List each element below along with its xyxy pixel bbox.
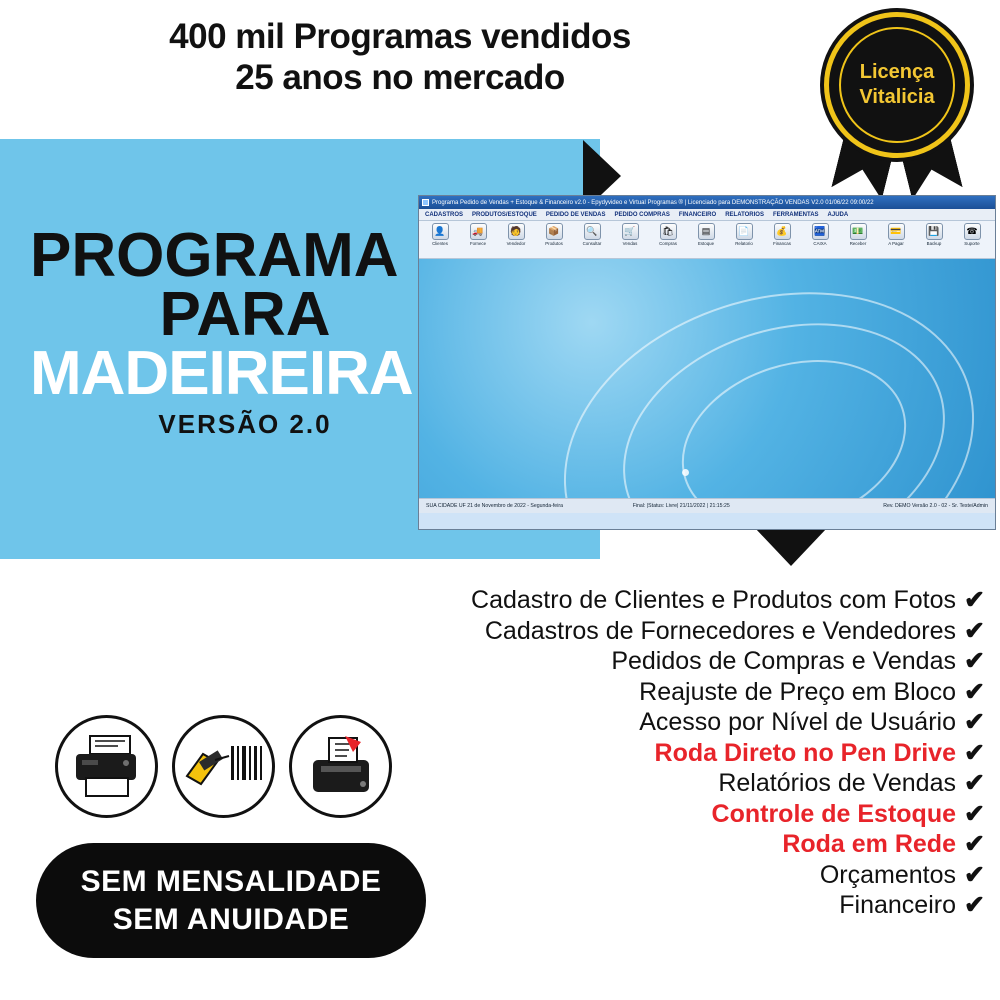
stack-icon: ▤ [698,223,715,240]
toolbar-label: Vendedor [506,241,526,246]
check-icon: ✔ [964,860,985,889]
receive-icon: 💵 [850,223,867,240]
toolbar-button-clientes[interactable] [423,223,457,246]
toolbar-button-vendas[interactable] [613,223,647,246]
toolbar-button-receber[interactable] [841,223,875,246]
check-icon: ✔ [964,799,985,828]
feature-label: Reajuste de Preço em Bloco [639,677,956,706]
badge-line-2: SEM ANUIDADE [112,902,350,936]
check-icon: ✔ [964,830,985,858]
badge-line-1: SEM MENSALIDADE [80,865,382,898]
check-icon: ✔ [964,586,985,614]
search-icon: 🔍 [584,223,601,240]
toolbar-label: Fornece [469,241,487,246]
pay-icon: 💳 [888,223,905,240]
app-title-text: Programa Pedido de Vendas + Estoque & Financeiro v2.0 - Epydyvideo e Virtual Programas ® | Licenciado para DEMONSTRAÇÃO VENDAS V2.0 01/06/22 09:00/22 [432,199,874,206]
toolbar-button-compras[interactable] [651,223,685,246]
hero-title [30,221,460,439]
feature-label: Roda Direto no Pen Drive [654,738,956,767]
menu-item-pedido-compras[interactable]: PEDIDO COMPRAS [614,211,670,218]
toolbar-button-vendedor[interactable] [499,223,533,246]
money-icon: 💰 [774,223,791,240]
headline [0,16,800,99]
check-icon: ✔ [964,769,985,797]
toolbar-button-backup[interactable] [917,223,951,246]
menu-item-relatorios[interactable]: RELATORIOS [725,211,764,218]
toolbar-button-consultar[interactable] [575,223,609,246]
app-icon [422,199,429,206]
toolbar-label: Consultar [582,241,602,246]
seal-disc [824,12,970,158]
toolbar-label: A Pagar [888,241,904,246]
toolbar-label: Financas [773,241,791,246]
feature-item [388,646,988,677]
toolbar-label: Suporte [964,241,980,246]
barcode-scanner-icon [172,715,275,818]
toolbar-label: Estoque [697,241,715,246]
toolbar-label: Compras [659,241,677,246]
toolbar-label: Relatorio [735,241,753,246]
bag-icon: 🛍 [660,223,677,240]
user-icon: 👤 [432,223,449,240]
check-icon: ✔ [964,891,985,919]
feature-item [388,890,988,921]
feature-label: Orçamentos [819,860,956,889]
disk-icon: 💾 [926,223,943,240]
app-titlebar [419,196,995,209]
feature-label: Cadastro de Clientes e Produtos com Fotos [471,586,956,614]
feature-label: Cadastros de Fornecedores e Vendedores [484,616,956,645]
app-statusbar [419,498,995,513]
feature-list [388,585,988,921]
toolbar-label: Vendas [622,241,638,246]
check-icon: ✔ [964,708,985,736]
hero-version: VERSÃO 2.0 [158,408,332,439]
supported-devices [55,715,392,818]
menu-item-ajuda[interactable]: AJUDA [827,211,849,218]
printer-icon [55,715,158,818]
feature-item [388,585,988,616]
decorative-dot [682,469,689,476]
hero-title-line-3: MADEIREIRA [30,338,413,408]
toolbar-button-relatorio[interactable] [727,223,761,246]
application-screenshot [418,195,996,530]
person-icon: 🧑 [508,223,525,240]
toolbar-button-financas[interactable] [765,223,799,246]
feature-item-highlight [388,738,988,769]
status-right: Rev. DEMO Versão 2.0 - 02 - Sr. Teste/Admin [883,503,988,509]
feature-item [388,616,988,647]
menu-item-produtos-estoque[interactable]: PRODUTOS/ESTOQUE [472,211,537,218]
feature-item-highlight [388,799,988,830]
check-icon: ✔ [964,616,985,645]
feature-label: Roda em Rede [782,830,956,858]
toolbar-button-estoque[interactable] [689,223,723,246]
hero-title-line-2: PARA [159,279,331,349]
feature-item [388,768,988,799]
toolbar-label: Backup [926,241,942,246]
toolbar-label: Receber [849,241,867,246]
check-icon: ✔ [964,738,985,767]
status-left: SUA CIDADE UF 21 de Novembro de 2022 - Segunda-feira [426,503,563,509]
check-icon: ✔ [964,647,985,675]
app-toolbar [419,221,995,259]
box-icon: 📦 [546,223,563,240]
feature-label: Controle de Estoque [711,799,956,828]
feature-label: Acesso por Nível de Usuário [639,708,956,736]
hero-title-line-1: PROGRAMA [30,221,399,290]
menu-item-pedido-de-vendas[interactable]: PEDIDO DE VENDAS [545,211,606,218]
feature-item-highlight [388,829,988,860]
toolbar-button-caixa[interactable] [803,223,837,246]
feature-item [388,860,988,891]
headline-line-1: 400 mil Programas vendidos [169,17,631,56]
menu-item-ferramentas[interactable]: FERRAMENTAS [772,211,819,218]
seal-line-1: Licença [859,61,935,83]
status-middle: Final: |Status: Livre| 21/11/2022 | 21:15:25 [632,503,730,509]
support-icon: ☎ [964,223,981,240]
seal-text [859,60,934,110]
lifetime-license-seal [802,4,992,199]
toolbar-label: Clientes [432,241,448,246]
toolbar-button-suporte[interactable] [955,223,989,246]
app-menubar [419,209,995,221]
menu-item-cadastros[interactable]: CADASTROS [425,211,464,218]
check-icon: ✔ [964,677,985,706]
seal-line-2: Vitalicia [859,86,935,108]
truck-icon: 🚚 [470,223,487,240]
toolbar-label: CAIXA [813,241,827,246]
feature-label: Relatórios de Vendas [718,769,956,797]
report-icon: 📄 [736,223,753,240]
feature-item [388,677,988,708]
cash-register-icon: 🏧 [812,223,829,240]
toolbar-button-a-pagar[interactable] [879,223,913,246]
feature-label: Pedidos de Compras e Vendas [611,647,956,675]
toolbar-button-fornece[interactable] [461,223,495,246]
feature-label: Financeiro [839,891,956,919]
app-workspace [419,259,995,513]
no-fees-badge [36,843,426,958]
toolbar-label: Produtos [545,241,563,246]
toolbar-button-produtos[interactable] [537,223,571,246]
headline-line-2: 25 anos no mercado [235,58,565,98]
menu-item-financeiro[interactable]: FINANCEIRO [678,211,717,218]
thermal-printer-icon [289,715,392,818]
cart-icon: 🛒 [622,223,639,240]
pointer-arrow-bottom [755,528,827,566]
feature-item [388,707,988,738]
